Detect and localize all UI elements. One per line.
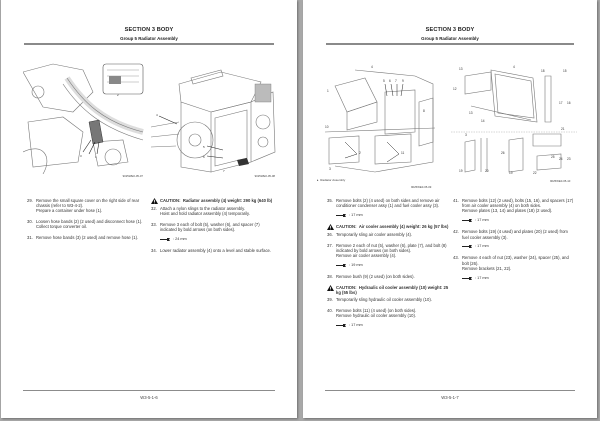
wrench-icon xyxy=(462,277,472,280)
section-title: SECTION 3 BODY xyxy=(124,27,174,33)
warning-icon xyxy=(327,285,334,291)
svg-text:22: 22 xyxy=(533,171,537,174)
wrench-icon xyxy=(462,219,472,222)
wrench-icon xyxy=(160,238,170,241)
svg-text:24: 24 xyxy=(559,157,563,161)
svg-text:5: 5 xyxy=(203,145,205,149)
header-rule xyxy=(326,43,574,45)
step-38: 38. Remove bush (9) (2 used) (on both sides). xyxy=(327,274,415,280)
wrench-icon xyxy=(336,324,346,327)
footer-rule xyxy=(325,390,575,391)
svg-text:5: 5 xyxy=(383,79,385,83)
caution-air-cooler-weight: CAUTION: Air cooler assembly (4) weight: 26 kg (57 lbs) xyxy=(327,224,451,230)
figure-air-cooler-parts xyxy=(451,62,577,174)
step-42: 42. Remove bolts (19) (4 used) and plates (20) (2 used) from fuel cooler assembly (3). xyxy=(453,229,568,240)
manual-page-left xyxy=(1,0,297,418)
tool-spec: : 17 mm xyxy=(336,213,451,218)
page-header xyxy=(303,27,597,41)
technical-drawing-coolers xyxy=(315,62,441,174)
svg-text:2: 2 xyxy=(117,93,119,97)
step-33: 33. Remove 3 each of bolt (5), washer (6), and spacer (7) indicated by bold arrows (on both sides). xyxy=(151,221,260,233)
steps-column-2 xyxy=(453,198,575,287)
warning-icon xyxy=(151,198,158,204)
step-35: 35. Remove bolts (2) (4 used) on both sides and remove air conditioner condenser assy (1) and fuel cooler assy (3). xyxy=(327,198,440,209)
step-43: 43. Remove 4 each of nut (23), washer (24), spacer (25), and bolt (26). Remove brackets (21, 22). xyxy=(453,255,569,271)
technical-drawing-radiator xyxy=(151,62,277,174)
svg-text:7: 7 xyxy=(223,169,225,173)
figure-legend: ▸ Radiator Assembly xyxy=(317,178,346,182)
tool-spec: : 17 mm xyxy=(336,323,451,328)
svg-text:1: 1 xyxy=(327,89,329,93)
svg-text:3: 3 xyxy=(80,154,82,158)
svg-text:20: 20 xyxy=(485,169,489,173)
figure-hose-location xyxy=(23,62,145,178)
group-title: Group 5 Radiator Assembly xyxy=(120,36,178,41)
steps-column-2 xyxy=(151,198,275,259)
figure-id: 9025WE0-05-10 xyxy=(550,179,571,183)
svg-text:13: 13 xyxy=(469,111,473,115)
figure-id: 9025WE0-05-08 xyxy=(254,174,275,178)
technical-drawing-hose xyxy=(23,62,145,174)
tool-spec: : 24 mm xyxy=(160,237,275,242)
step-34: 34. Lower radiator assembly (4) onto a level and stable surface. xyxy=(151,248,272,254)
svg-text:2: 2 xyxy=(359,151,361,155)
step-30: 30. Loosen hose bands (2) (2 used) and disconnect hose (1). Collect torque converter oil. xyxy=(27,219,143,230)
step-36: 36. Temporarily sling air cooler assembly (4). xyxy=(327,232,413,238)
step-41: 41. Remove bolts (12) (2 used), bolts (15, 16), and spacers (17) from air cooler assembly (4) on both sides. Remove plates (13, 14) and plates (18) (2 used). xyxy=(453,198,574,214)
svg-text:13: 13 xyxy=(459,67,463,71)
step-32: 32. Attach a nylon slings to the radiator assembly. Hoist and hold radiator assembly (4) temporarily. xyxy=(151,206,250,217)
svg-text:19: 19 xyxy=(509,171,513,174)
svg-text:14: 14 xyxy=(481,119,485,123)
footer-rule xyxy=(23,390,275,391)
figure-id: 9025WE0-05-07 xyxy=(122,174,143,178)
step-39: 39. Temporarily sling hydraulic oil cooler assembly (10). xyxy=(327,297,432,303)
svg-text:17: 17 xyxy=(559,101,563,105)
wrench-icon xyxy=(462,245,472,248)
tool-spec: : 17 mm xyxy=(462,244,575,249)
svg-text:7: 7 xyxy=(395,79,397,83)
svg-text:19: 19 xyxy=(459,169,463,173)
tool-spec: : 17 mm xyxy=(462,218,575,223)
svg-text:25: 25 xyxy=(551,155,555,159)
svg-text:10: 10 xyxy=(325,125,329,129)
svg-text:23: 23 xyxy=(567,157,571,161)
page-header xyxy=(1,27,297,41)
figure-radiator-assembly xyxy=(151,62,277,178)
step-40: 40. Remove bolts (11) (4 used) (on both sides). Remove hydraulic oil cooler assembly (10). xyxy=(327,307,417,319)
svg-text:6: 6 xyxy=(203,155,205,159)
manual-page-right xyxy=(303,0,597,418)
steps-column-1 xyxy=(27,198,151,246)
figure-cooler-exploded xyxy=(315,62,441,182)
figure-id: 9025WE0-05-09 xyxy=(411,185,432,189)
caution-radiator-weight: CAUTION: Radiator assembly (4) weight: 290 kg (640 lb) xyxy=(151,198,275,204)
svg-text:8: 8 xyxy=(423,109,425,113)
svg-text:26: 26 xyxy=(501,151,505,155)
page-number: W3-5-1-7 xyxy=(441,395,459,400)
technical-drawing-air-cooler xyxy=(451,62,577,174)
wrench-icon xyxy=(336,264,346,267)
svg-text:16: 16 xyxy=(567,101,571,105)
svg-text:15: 15 xyxy=(563,69,567,73)
page-number: W3-5-1-6 xyxy=(140,395,158,400)
section-title: SECTION 3 BODY xyxy=(425,27,475,33)
step-31: 31. Remove hose bands (3) (2 used) and remove hose (1). xyxy=(27,235,139,241)
wrench-icon xyxy=(336,214,346,217)
warning-icon xyxy=(327,224,334,230)
svg-text:21: 21 xyxy=(561,127,565,131)
step-29: 29. Remove the small square cover on the right side of rear chassis (refer to W3-4-2). Prepare a container under hose (1). xyxy=(27,198,140,214)
caution-hydraulic-cooler-weight: CAUTION: Hydraulic oil cooler assembly (10) weight: 25 kg (55 lbs) xyxy=(327,285,451,295)
steps-column-1 xyxy=(327,198,451,334)
svg-text:4: 4 xyxy=(513,65,515,69)
svg-text:3: 3 xyxy=(329,167,331,171)
step-37: 37. Remove 2 each of nut (5), washer (6), plate (7), and bolt (8) indicated by bold arrows (on both sides). Remove air cooler assembly (4). xyxy=(327,242,447,259)
tool-spec: : 19 mm xyxy=(336,263,451,268)
tool-spec: : 17 mm xyxy=(462,276,575,281)
svg-text:4: 4 xyxy=(371,65,373,69)
svg-text:6: 6 xyxy=(389,79,391,83)
svg-text:4: 4 xyxy=(156,113,158,117)
svg-text:11: 11 xyxy=(401,151,405,155)
svg-text:1: 1 xyxy=(95,155,97,159)
group-title: Group 5 Radiator Assembly xyxy=(421,36,479,41)
svg-text:3: 3 xyxy=(465,133,467,137)
svg-text:9: 9 xyxy=(402,79,404,83)
svg-text:18: 18 xyxy=(541,69,545,73)
header-rule xyxy=(24,43,274,45)
svg-text:12: 12 xyxy=(453,87,457,91)
